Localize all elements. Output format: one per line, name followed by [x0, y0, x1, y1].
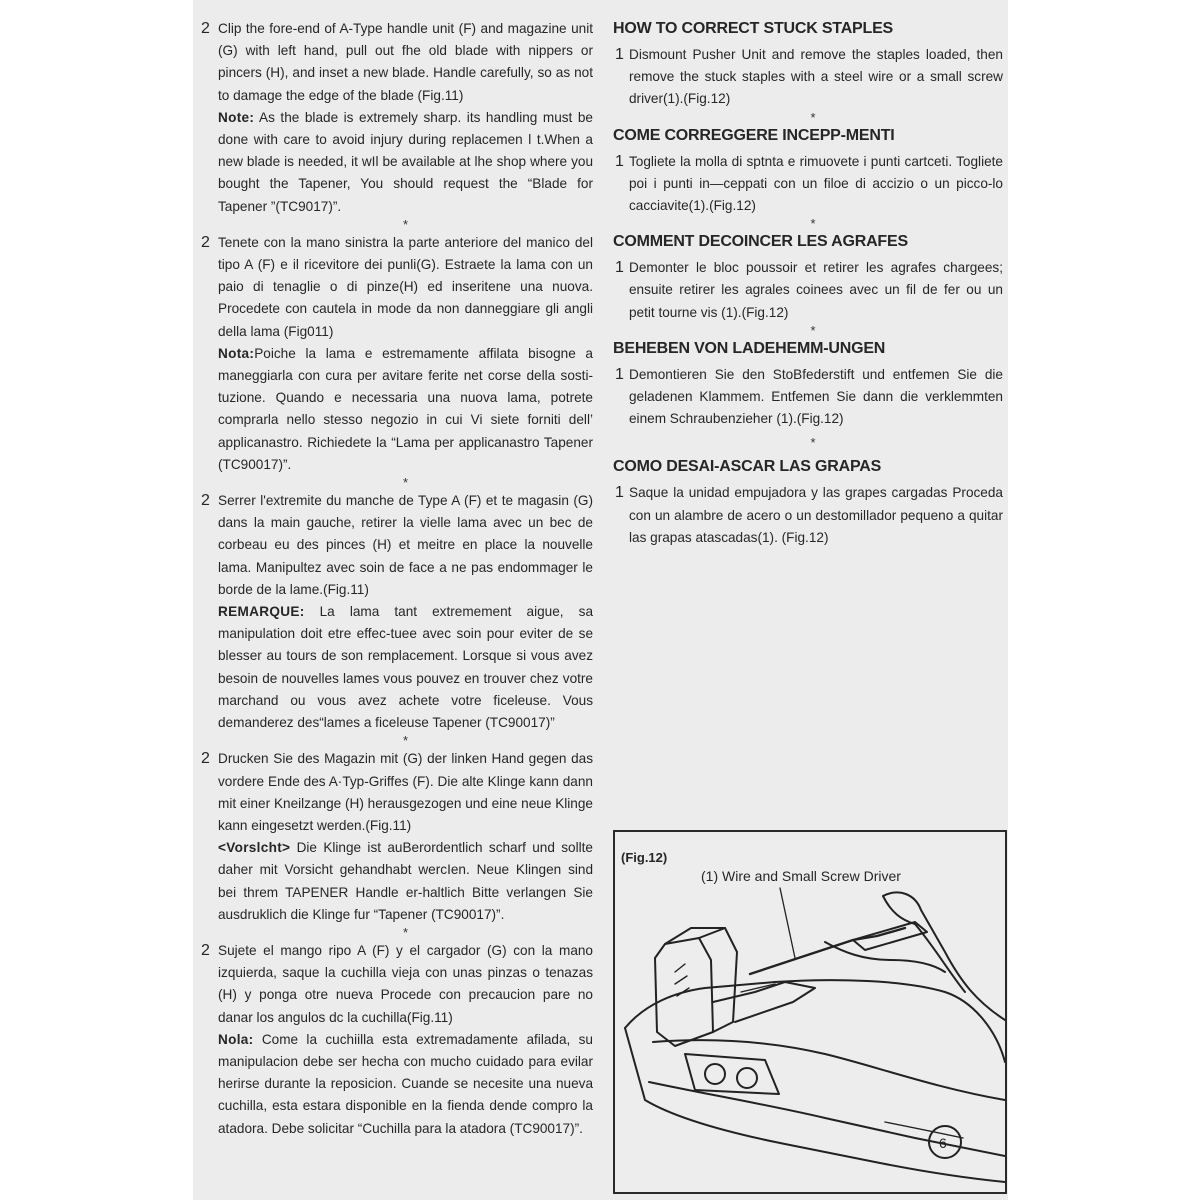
step-number: 1: [615, 46, 624, 63]
pusher-channel: [713, 982, 815, 1022]
figure-label: (Fig.12): [621, 850, 668, 865]
hand-finger-middle: [915, 924, 965, 992]
note-paragraph: [218, 1029, 593, 1140]
step-text: Demonter le bloc poussoir et retirer les agrafes chargees; ensuite retirer les agrales coinees avec un fil de fer ou un petit tourne vis (1).(Fig.12): [629, 260, 1003, 320]
step-number: 2: [201, 492, 210, 510]
step-text: Serrer l'extremite du manche de Type A (F) et te magasin (G) dans la main gauche, retirer la vielle lama avec un bec de corbeau eu des pinces (H) et meitre en place la nouvelle lama. Manipultez avec soin de face a ne pas endommager le borde de la lame.(Fig.11): [218, 493, 593, 597]
section-spanish-blade: [193, 940, 593, 1140]
step-number: 1: [615, 152, 624, 170]
section-heading-french: COMMENT DECOINCER LES AGRAFES: [613, 233, 908, 251]
note-label: Note:: [218, 109, 255, 125]
section-english-staples: [613, 44, 1003, 111]
section-separator: *: [402, 924, 409, 940]
screwdriver-shaft: [750, 928, 905, 974]
section-separator: *: [810, 216, 816, 232]
note-label: REMARQUE:: [218, 604, 305, 620]
note-paragraph: [218, 107, 593, 218]
note-text: As the blade is extremely sharp. its handling must be done with care to avoid injury during replacemen l t.When a new blade is needed, it wIl be available at lhe shop where you bought the Tapener, You should request the “Blade for Tapener ”(TC9017)”.: [218, 109, 593, 214]
section-heading-german: BEHEBEN VON LADEHEMM-UNGEN: [613, 339, 886, 357]
section-heading-spanish: COMO DESAI-ASCAR LAS GRAPAS: [613, 458, 882, 476]
note-paragraph: [218, 343, 593, 476]
section-separator: *: [810, 322, 816, 338]
section-separator: *: [402, 733, 409, 749]
side-plate: [685, 1054, 779, 1094]
note-label: Nola:: [218, 1031, 254, 1047]
note-paragraph: [218, 601, 593, 734]
section-separator: *: [402, 475, 409, 491]
note-text: Poiche la lama e estremamente affilata bisogne a maneggiarla con cura per avitare ferite net corse della sosti-tuzione. Quando e necessaria una nuova lama, potrete comprarla nello stesso negozio in cui Vi siete forniti dell’ applicanastro. Richiedete la “Lama per applicanastro Tapener (TC90017)”.: [218, 345, 593, 472]
step-text: Saque la unidad empujadora y las grapes cargadas Proceda con un alambre de acero o un destomillador pequeno a quitar las grapas atascadas(1). (Fig.12): [629, 485, 1003, 545]
step-number: 2: [201, 233, 210, 251]
hand-thumb: [825, 942, 945, 972]
note-text: Come la cuchiilla esta extremadamente afilada, su manipulacion debe ser hecha con mucho cuidado para evilar herirse durante la reposicion. Cuande se necesite una nueva cuchilla, esta estara disponible en la fienda dende compro la atadora. Debe solicitar “Cuchilla para la atadora (TC90017)”.: [218, 1031, 593, 1136]
section-italian-blade: [193, 232, 593, 476]
step-text: Tenete con la mano sinistra la parte anteriore del manico del tipo A (F) e il ricevitore dei punli(G). Estraete la lama con un paio di tenaglie o di pinze(H) ed inseritene una nuova. Procedete con cautela in mode da non danneggiare gli angli della lama (Fig011): [218, 234, 593, 339]
section-heading-italian: COME CORREGGERE INCEPP-MENTI: [613, 126, 895, 144]
blade-replacement-column: [193, 18, 593, 1140]
hand-fingertip: [883, 896, 915, 924]
caption-leader-line: [780, 888, 795, 958]
note-text: La lama tant extremement aigue, sa manipulation doit etre effec-tuee avec soin pour eviter de se blesser au tours de son remplacement. Lorsque si vous avez besoin de nouvelles lames vous pouvez en trouver chez votre marchand ou vous avez achete votre ficeleuse. Vous demanderez des“lames a ficeleuse Tapener (TC90017)”: [218, 604, 593, 731]
section-english-blade: [193, 18, 593, 218]
section-heading-english: HOW TO CORRECT STUCK STAPLES: [613, 20, 894, 37]
section-french-staples: [613, 257, 1003, 324]
step-number: 2: [201, 750, 210, 768]
step-number: 2: [201, 20, 210, 37]
figure-12: [613, 830, 1007, 1194]
note-label: <Vorslcht>: [218, 840, 291, 856]
section-german-staples: [613, 364, 1003, 431]
section-german-blade: [193, 748, 593, 926]
step-text: Drucken Sie des Magazin mit (G) der linken Hand gegen das vordere Ende des A·Typ-Griffes (F). Die alte Klinge kann dann mit einer Kneilzange (H) herausgezogen und eine neue Klinge kann eingesetzt werden.(Fig.11): [218, 751, 593, 833]
step-number: 1: [615, 365, 624, 383]
section-separator: *: [810, 109, 816, 125]
magazine-side: [699, 928, 737, 1032]
stuck-staples-column: [613, 18, 1003, 549]
stapler-base-edge: [649, 1082, 1005, 1156]
plate-hole-right: [737, 1068, 757, 1088]
stapler-illustration: [615, 832, 1005, 1192]
callout-line: [885, 1122, 963, 1138]
step-text: Togliete la molla di sptnta e rimuovete i punti cartceti. Togliete poi i punti in—ceppati con un filoe di accizio o un picco-lo cacciavite(1).(Fig.12): [629, 153, 1003, 214]
step-text: Clip the fore-end of A-Type handle unit (F) and magazine unit (G) with left hand, pull out fhe old blade with nippers or pincers (H), and inset a new blade. Handle carefully, so as not to damage the edge of the blade (Fig.11): [218, 21, 593, 103]
section-spanish-staples: [613, 482, 1003, 549]
figure-callout-number: 6: [939, 1135, 947, 1151]
note-text: Die Klinge ist auBerordentlich scharf und sollte daher mit Vorsicht gehandhabt wercIen. Neue Klingen sind bei threm TAPENER Handle er-haltlich Bitte verlangen Sie ausdruklich die Klinge fur “Tapener (TC90017)”.: [218, 840, 593, 922]
section-italian-staples: [613, 151, 1003, 218]
step-text: Dismount Pusher Unit and remove the staples loaded, then remove the stuck staples with a steel wire or a small screw driver(1).(Fig.12): [629, 47, 1003, 107]
note-label: Nota:: [218, 345, 255, 361]
step-number: 1: [615, 484, 624, 502]
step-text: Demontieren Sie den StoBfederstift und entfemen Sie die geladenen Klammem. Entfemen Sie dann die verklemmten einem Schraubenzieher (1).(Fig.12): [629, 366, 1003, 427]
step-number: 2: [201, 941, 210, 959]
plate-hole-left: [705, 1064, 725, 1084]
figure-caption: (1) Wire and Small Screw Driver: [701, 868, 901, 884]
note-paragraph: [218, 837, 593, 926]
hand-finger-top: [883, 892, 1005, 1020]
step-text: Sujete el mango ripo A (F) y el cargador (G) con la mano izquierda, saque la cuchilla vieja con unas pinzas o tenazas (H) y ponga otre nueva Procede con precaucion pare no danar los angulos dc la cuchilla(Fig.11): [218, 942, 593, 1025]
section-separator: *: [810, 435, 816, 451]
section-french-blade: [193, 490, 593, 734]
manual-page: [193, 0, 1008, 1200]
step-number: 1: [615, 259, 624, 277]
section-separator: *: [402, 216, 409, 232]
